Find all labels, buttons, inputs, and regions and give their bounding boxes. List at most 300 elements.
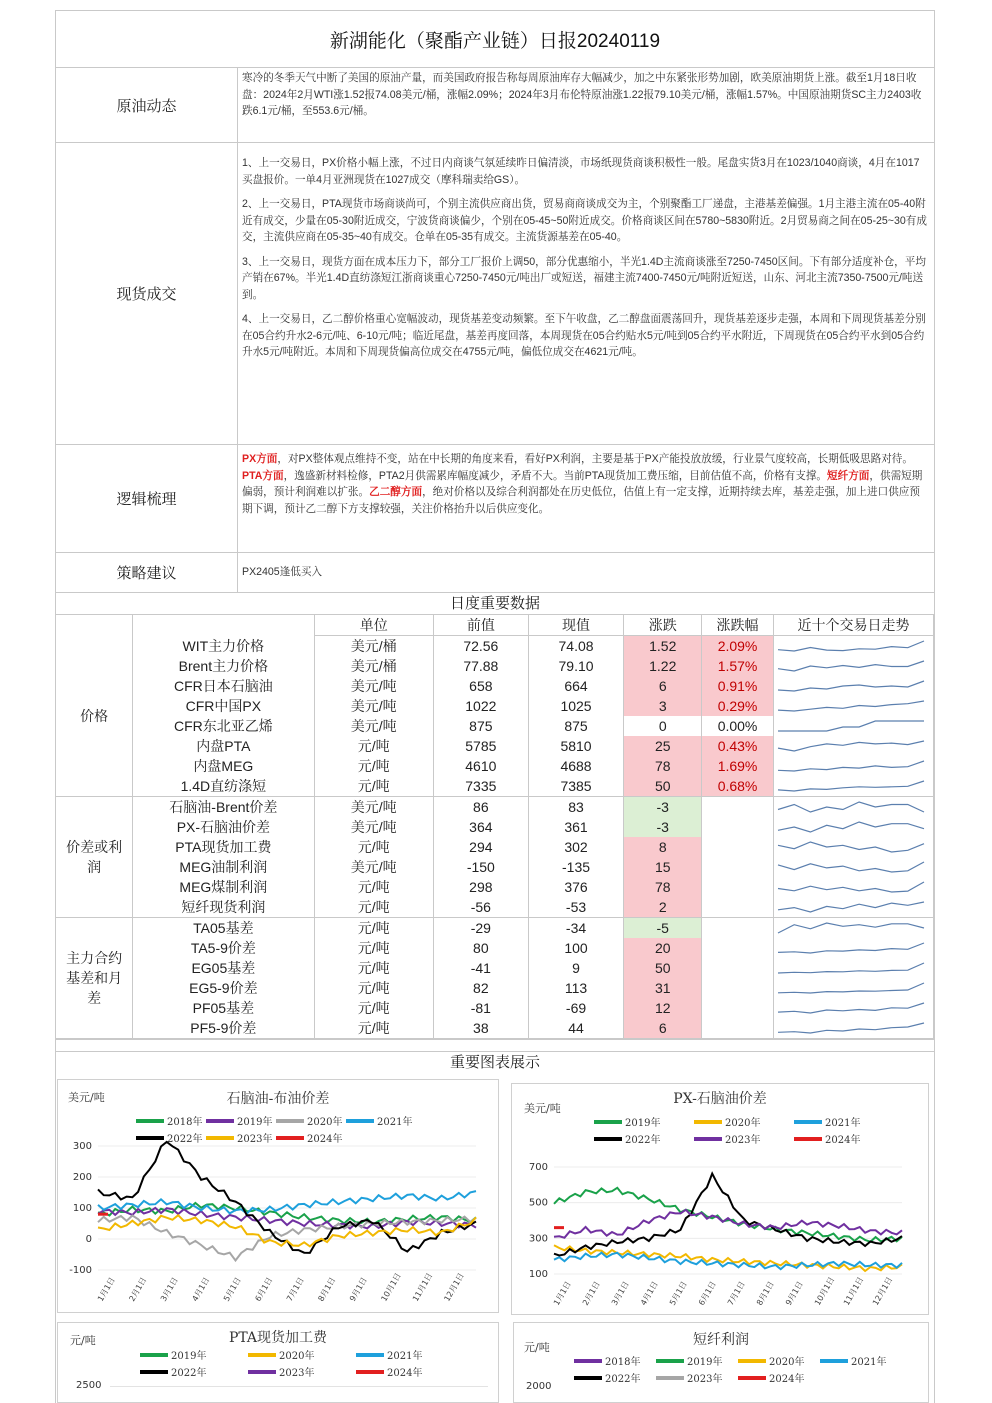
legend-label: 2022年 [625, 1135, 661, 1146]
unit-cell: 元/吨 [314, 938, 433, 958]
legend-item [738, 1353, 820, 1368]
legend-swatch [140, 1370, 168, 1374]
series-line [98, 1191, 476, 1214]
strategy-text: PX2405逢低买入 [242, 566, 323, 579]
change-value: 1.22 [624, 656, 702, 676]
unit-cell: 美元/吨 [314, 676, 433, 696]
prev-value: 82 [433, 978, 528, 998]
chart-1-unit: 美元/吨 [68, 1091, 105, 1104]
metric-name: CFR东北亚乙烯 [133, 716, 314, 736]
trend-sparkline [773, 736, 933, 756]
crude-row [56, 68, 934, 143]
trend-sparkline [773, 998, 933, 1018]
y-tick-label: 200 [72, 1172, 92, 1183]
daily-row [56, 978, 934, 998]
change-pct: 0.29% [702, 696, 774, 716]
legend-label: 2018年 [605, 1357, 641, 1368]
change-value: 1.52 [624, 636, 702, 657]
prev-value: -29 [433, 918, 528, 939]
x-tick-label: 7月1日 [725, 1279, 747, 1307]
legend-label: 2021年 [825, 1118, 861, 1129]
logic-eg-heading: 乙二醇方面 [369, 486, 423, 498]
unit-cell: 元/吨 [314, 978, 433, 998]
legend-label: 2020年 [279, 1351, 315, 1362]
change-value: 6 [624, 676, 702, 696]
logic-text [238, 445, 934, 552]
chart-3-ytick: 2500 [76, 1380, 102, 1391]
legend-label: 2022年 [167, 1134, 203, 1145]
change-value: 78 [624, 756, 702, 776]
change-pct [702, 998, 774, 1018]
x-tick-label: 10月1日 [379, 1271, 403, 1303]
change-value: -3 [624, 797, 702, 818]
group-label: 主力合约基差和月差 [56, 918, 133, 1039]
change-pct: 1.69% [702, 756, 774, 776]
unit-cell: 元/吨 [314, 877, 433, 897]
y-tick-label: 100 [528, 1269, 548, 1280]
legend-item [820, 1353, 902, 1368]
legend-item [248, 1364, 356, 1379]
legend-swatch [656, 1359, 684, 1363]
change-value: -3 [624, 817, 702, 837]
change-pct: 1.57% [702, 656, 774, 676]
unit-cell: 元/吨 [314, 958, 433, 978]
metric-name: WIT主力价格 [133, 636, 314, 657]
legend-swatch [356, 1370, 384, 1374]
chart-4-ytick: 2000 [526, 1381, 552, 1392]
legend-swatch [574, 1359, 602, 1363]
sparkline-path [778, 862, 924, 872]
legend-item [656, 1370, 738, 1385]
metric-name: PTA现货加工费 [133, 837, 314, 857]
metric-name: CFR中国PX [133, 696, 314, 716]
logic-px-heading: PX方面 [242, 453, 278, 465]
strategy-label: 策略建议 [56, 553, 238, 592]
header-curr: 现值 [528, 615, 624, 636]
x-tick-label: 7月1日 [284, 1275, 306, 1303]
trend-sparkline [773, 716, 933, 736]
change-value: 6 [624, 1018, 702, 1039]
header-prev: 前值 [433, 615, 528, 636]
prev-value: 875 [433, 716, 528, 736]
change-pct: 0.68% [702, 776, 774, 797]
x-tick-label: 10月1日 [812, 1275, 837, 1307]
prev-value: -150 [433, 857, 528, 877]
curr-value: 4688 [528, 756, 624, 776]
x-tick-label: 4月1日 [638, 1279, 660, 1307]
legend-item [574, 1353, 656, 1368]
trend-sparkline [773, 897, 933, 918]
sparkline-path [778, 661, 924, 671]
change-value: 25 [624, 736, 702, 756]
header-change: 涨跌 [624, 615, 702, 636]
curr-value: 83 [528, 797, 624, 818]
x-tick-label: 12月1日 [442, 1271, 466, 1303]
chart-4-unit: 元/吨 [524, 1341, 550, 1354]
chart-3-unit: 元/吨 [70, 1334, 96, 1347]
legend-item [140, 1364, 248, 1379]
trend-sparkline [773, 696, 933, 716]
daily-header-row [56, 615, 934, 636]
x-tick-label: 4月1日 [190, 1275, 212, 1303]
series-line [554, 1245, 902, 1271]
legend-swatch [140, 1353, 168, 1357]
sparkline-path [778, 902, 924, 912]
metric-name: TA05基差 [133, 918, 314, 939]
x-tick-label: 1月1日 [551, 1279, 573, 1307]
chart-px-naphtha [511, 1083, 929, 1315]
change-value: 2 [624, 897, 702, 918]
legend-label: 2021年 [387, 1351, 423, 1362]
unit-cell: 元/吨 [314, 918, 433, 939]
x-tick-label: 8月1日 [316, 1275, 338, 1303]
crude-label: 原油动态 [56, 68, 238, 142]
chart-2-title: PX-石脑油价差 [673, 1091, 767, 1107]
x-tick-label: 6月1日 [253, 1275, 275, 1303]
legend-swatch [738, 1376, 766, 1380]
curr-value: -69 [528, 998, 624, 1018]
legend-label: 2021年 [851, 1357, 887, 1368]
prev-value: -56 [433, 897, 528, 918]
x-tick-label: 11月1日 [841, 1275, 866, 1307]
metric-name: EG5-9价差 [133, 978, 314, 998]
metric-name: TA5-9价差 [133, 938, 314, 958]
legend-label: 2023年 [237, 1134, 273, 1145]
change-pct [702, 958, 774, 978]
logic-pf-text: ，供需短期偏弱，预计利润难以扩张。 [242, 469, 923, 498]
change-value: 31 [624, 978, 702, 998]
x-tick-label: 5月1日 [221, 1275, 243, 1303]
change-pct [702, 817, 774, 837]
legend-swatch [656, 1376, 684, 1380]
sparkline-path [778, 1003, 924, 1013]
curr-value: -53 [528, 897, 624, 918]
prev-value: 7335 [433, 776, 528, 797]
trend-sparkline [773, 636, 933, 657]
unit-cell: 美元/桶 [314, 636, 433, 657]
metric-name: MEG油制利润 [133, 857, 314, 877]
legend-swatch [738, 1359, 766, 1363]
trend-sparkline [773, 978, 933, 998]
y-tick-label: 0 [85, 1234, 92, 1245]
prev-value: 364 [433, 817, 528, 837]
metric-name: 内盘PTA [133, 736, 314, 756]
trend-sparkline [773, 837, 933, 857]
legend-item [248, 1347, 356, 1362]
curr-value: 9 [528, 958, 624, 978]
unit-cell: 美元/吨 [314, 817, 433, 837]
trend-sparkline [773, 756, 933, 776]
prev-value: 38 [433, 1018, 528, 1039]
prev-value: 5785 [433, 736, 528, 756]
y-tick-label: 300 [528, 1233, 548, 1245]
prev-value: 658 [433, 676, 528, 696]
legend-label: 2024年 [825, 1135, 861, 1146]
chart-1-plot [58, 1080, 499, 1313]
legend-item [738, 1370, 820, 1385]
prev-value: -81 [433, 998, 528, 1018]
spot-paragraph-4: 4、上一交易日，乙二醇价格重心宽幅波动，现货基差变动频繁。至下午收盘，乙二醇盘面震荡回升，现货基差逐步走强，本周和下周现货基差分别在05合约升水2-6元/吨、6-10元/吨；临近尾盘，基差再度回落，本周现货在05合约贴水5元/吨到05合约平水附近，下周现货在05合约平水到05合约升水5元/吨附近。本周和下周现货偏高位成交在4755元/吨，偏低位成交在4621元/吨。 [242, 313, 926, 358]
daily-row [56, 756, 934, 776]
sparkline-path [778, 943, 924, 953]
curr-value: -135 [528, 857, 624, 877]
legend-label: 2024年 [387, 1368, 423, 1379]
daily-row [56, 938, 934, 958]
curr-value: 361 [528, 817, 624, 837]
prev-value: 86 [433, 797, 528, 818]
x-tick-label: 8月1日 [754, 1279, 776, 1307]
group-label: 价差或利润 [56, 797, 133, 918]
logic-pf-heading: 短纤方面 [827, 469, 870, 482]
x-tick-label: 2月1日 [580, 1279, 602, 1307]
chart-2-unit: 美元/吨 [524, 1102, 561, 1115]
metric-name: 短纤现货利润 [133, 897, 314, 918]
trend-sparkline [773, 877, 933, 897]
change-pct [702, 797, 774, 818]
y-tick-label: 100 [72, 1203, 92, 1214]
chart-psf-profit [513, 1322, 929, 1403]
daily-row [56, 797, 934, 818]
curr-value: 1025 [528, 696, 624, 716]
daily-data-title: 日度重要数据 [56, 593, 934, 615]
x-tick-label: 6月1日 [696, 1279, 718, 1307]
x-tick-label: 1月1日 [95, 1275, 117, 1303]
sparkline-path [778, 761, 924, 771]
legend-label: 2020年 [725, 1118, 761, 1129]
prev-value: -41 [433, 958, 528, 978]
metric-name: CFR日本石脑油 [133, 676, 314, 696]
unit-cell: 元/吨 [314, 756, 433, 776]
curr-value: 7385 [528, 776, 624, 797]
chart-4-title: 短纤利润 [693, 1332, 749, 1348]
y-tick-label: -100 [69, 1265, 92, 1276]
series-line [554, 1210, 902, 1238]
unit-cell: 元/吨 [314, 837, 433, 857]
chart-pta-margin [57, 1322, 499, 1403]
sparkline-path [778, 923, 924, 933]
legend-label: 2023年 [687, 1374, 723, 1385]
daily-row [56, 716, 934, 736]
legend-swatch [356, 1353, 384, 1357]
prev-value: 294 [433, 837, 528, 857]
y-tick-label: 700 [528, 1162, 548, 1173]
trend-sparkline [773, 776, 933, 797]
change-pct [702, 897, 774, 918]
charts-title: 重要图表展示 [449, 1054, 540, 1071]
daily-row [56, 676, 934, 696]
x-tick-label: 11月1日 [410, 1271, 435, 1303]
metric-name: MEG煤制利润 [133, 877, 314, 897]
spot-paragraph-2: 2、上一交易日，PTA现货市场商谈尚可，个别主流供应商出货，贸易商商谈成交为主，个别聚酯工厂递盘，主港基差偏强。1月主港主流在05-40附近有成交，少量在05-30附近成交，宁波货商谈偏少，个别在05-45~50附近成交。价格商谈区间在5780~5830附近。2月贸易商之间在05-25~30有成交，主流供应商在05-35~40有成交。仓单在05-35有成交。主流货源基差在05-40。 [242, 198, 927, 243]
unit-cell: 元/吨 [314, 776, 433, 797]
change-pct [702, 877, 774, 897]
legend-swatch [820, 1359, 848, 1363]
trend-sparkline [773, 958, 933, 978]
metric-name: 石脑油-Brent价差 [133, 797, 314, 818]
logic-px-text: ，对PX整体观点维持不变，站在中长期的角度来看，看好PX利润，主要是基于PX产能投放放缓，行业景气度较高，长期低吸思路对待。 [277, 453, 913, 465]
unit-cell: 美元/吨 [314, 857, 433, 877]
metric-name: PF05基差 [133, 998, 314, 1018]
trend-sparkline [773, 656, 933, 676]
sparkline-path [778, 781, 924, 791]
curr-value: -34 [528, 918, 624, 939]
change-pct: 0.43% [702, 736, 774, 756]
spot-paragraph-1: 1、上一交易日，PX价格小幅上涨，不过日内商谈气氛延续昨日偏清淡，市场纸现货商谈积极性一般。尾盘实货3月在1023/1040商谈，4月在1017买盘报价。一单4月亚洲现货在1027成交（摩科瑞卖给GS）。 [242, 157, 920, 186]
legend-swatch [248, 1353, 276, 1357]
change-pct: 2.09% [702, 636, 774, 657]
unit-cell: 美元/吨 [314, 716, 433, 736]
legend-label: 2024年 [307, 1134, 343, 1145]
prev-value: 72.56 [433, 636, 528, 657]
spot-paragraph-3: 3、上一交易日，现货方面在成本压力下，部分工厂报价上调50，部分优惠缩小，半光1.4D主流商谈涨至7250-7450区间。下有部分适度补仓，平均产销在67%。半光1.4D直纺涤短江浙商谈重心7250-7450元/吨出厂或短送，福建主流7400-7450元/吨附近短送，山东、河北主流7350-7500元/吨送到。 [242, 255, 926, 301]
trend-sparkline [773, 857, 933, 877]
trend-sparkline [773, 918, 933, 939]
change-pct: 0.00% [702, 716, 774, 736]
change-value: 3 [624, 696, 702, 716]
daily-row [56, 656, 934, 676]
series-line [98, 1208, 476, 1229]
x-tick-label: 3月1日 [158, 1275, 180, 1303]
unit-cell: 元/吨 [314, 1018, 433, 1039]
legend-label: 2019年 [625, 1118, 661, 1129]
chart-1-title: 石脑油-布油价差 [226, 1091, 330, 1107]
change-value: 50 [624, 958, 702, 978]
sparkline-path [778, 1023, 924, 1033]
change-pct [702, 857, 774, 877]
chart-3-legend [140, 1347, 464, 1379]
chart-2-plot [512, 1084, 929, 1315]
daily-row [56, 817, 934, 837]
trend-sparkline [773, 676, 933, 696]
spot-label: 现货成交 [56, 143, 238, 444]
logic-pta-text: ，逸盛新材料检修，PTA2月供需累库幅度减少，矛盾不大。当前PTA现货加工费压缩，目前估值不高，价格有支撑。 [283, 469, 828, 482]
daily-row [56, 636, 934, 657]
daily-data-table [56, 615, 934, 1039]
curr-value: 664 [528, 676, 624, 696]
prev-value: 4610 [433, 756, 528, 776]
curr-value: 5810 [528, 736, 624, 756]
change-value: 12 [624, 998, 702, 1018]
legend-label: 2019年 [171, 1351, 207, 1362]
change-pct [702, 837, 774, 857]
legend-label: 2019年 [687, 1357, 723, 1368]
sparkline-path [778, 802, 924, 812]
legend-label: 2020年 [307, 1117, 343, 1128]
daily-row [56, 877, 934, 897]
legend-item [574, 1370, 656, 1385]
unit-cell: 元/吨 [314, 897, 433, 918]
logic-pta-heading: PTA方面 [242, 469, 284, 482]
x-tick-label: 9月1日 [347, 1275, 369, 1303]
trend-sparkline [773, 1018, 933, 1039]
header-trend: 近十个交易日走势 [773, 615, 933, 636]
legend-label: 2023年 [725, 1135, 761, 1146]
change-pct: 0.91% [702, 676, 774, 696]
legend-label: 2021年 [377, 1117, 413, 1128]
metric-name: 1.4D直纺涤短 [133, 776, 314, 797]
strategy-row [56, 553, 934, 593]
change-value: -5 [624, 918, 702, 939]
trend-sparkline [773, 817, 933, 837]
change-value: 20 [624, 938, 702, 958]
legend-label: 2022年 [605, 1374, 641, 1385]
daily-row [56, 776, 934, 797]
daily-row [56, 837, 934, 857]
change-value: 8 [624, 837, 702, 857]
prev-value: 77.88 [433, 656, 528, 676]
change-value: 15 [624, 857, 702, 877]
sparkline-path [778, 681, 924, 691]
legend-swatch [574, 1376, 602, 1380]
chart-naphtha-brent [57, 1079, 499, 1313]
metric-name: PX-石脑油价差 [133, 817, 314, 837]
chart-4-legend [574, 1353, 902, 1385]
sparkline-path [778, 822, 924, 832]
x-tick-label: 5月1日 [667, 1279, 689, 1307]
logic-eg-text: ，绝对价格以及综合利润都处在历史低位，估值上有一定支撑，近期持续去库，基差走强，加上进口供应预期下调，预计乙二醇下方支撑较强，关注价格抬升以后供应变化。 [242, 486, 920, 515]
sparkline-path [778, 842, 924, 852]
metric-name: PF5-9价差 [133, 1018, 314, 1039]
report-title: 新湖能化（聚酯产业链）日报20240119 [56, 11, 934, 68]
curr-value: 302 [528, 837, 624, 857]
logic-row [56, 445, 934, 553]
metric-name: EG05基差 [133, 958, 314, 978]
daily-row [56, 736, 934, 756]
sparkline-path [778, 882, 924, 892]
legend-label: 2018年 [167, 1117, 203, 1128]
sparkline-path [778, 721, 924, 731]
x-tick-label: 12月1日 [870, 1275, 895, 1307]
sparkline-path [778, 741, 924, 751]
daily-row [56, 1018, 934, 1039]
metric-name: 内盘MEG [133, 756, 314, 776]
legend-item [656, 1353, 738, 1368]
series-line [98, 1142, 476, 1253]
unit-cell: 美元/桶 [314, 656, 433, 676]
logic-label: 逻辑梳理 [56, 445, 238, 552]
unit-cell: 元/吨 [314, 998, 433, 1018]
legend-label: 2022年 [171, 1368, 207, 1379]
x-tick-label: 3月1日 [609, 1279, 631, 1307]
legend-item [356, 1347, 464, 1362]
daily-row [56, 958, 934, 978]
daily-row [56, 998, 934, 1018]
spot-row [56, 143, 934, 445]
sparkline-path [778, 983, 924, 993]
header-change-pct: 涨跌幅 [702, 615, 774, 636]
daily-row [56, 696, 934, 716]
chart-3-title: PTA现货加工费 [228, 1330, 328, 1346]
unit-cell: 美元/吨 [314, 696, 433, 716]
legend-item [356, 1364, 464, 1379]
legend-label: 2019年 [237, 1117, 273, 1128]
legend-item [140, 1347, 248, 1362]
daily-row [56, 897, 934, 918]
daily-row [56, 857, 934, 877]
y-tick-label: 300 [72, 1141, 92, 1152]
sparkline-path [778, 641, 924, 651]
change-value: 50 [624, 776, 702, 797]
x-tick-label: 2月1日 [127, 1275, 149, 1303]
curr-value: 74.08 [528, 636, 624, 657]
prev-value: 1022 [433, 696, 528, 716]
curr-value: 44 [528, 1018, 624, 1039]
curr-value: 376 [528, 877, 624, 897]
daily-row [56, 918, 934, 939]
curr-value: 875 [528, 716, 624, 736]
prev-value: 298 [433, 877, 528, 897]
header-unit: 单位 [314, 615, 433, 636]
